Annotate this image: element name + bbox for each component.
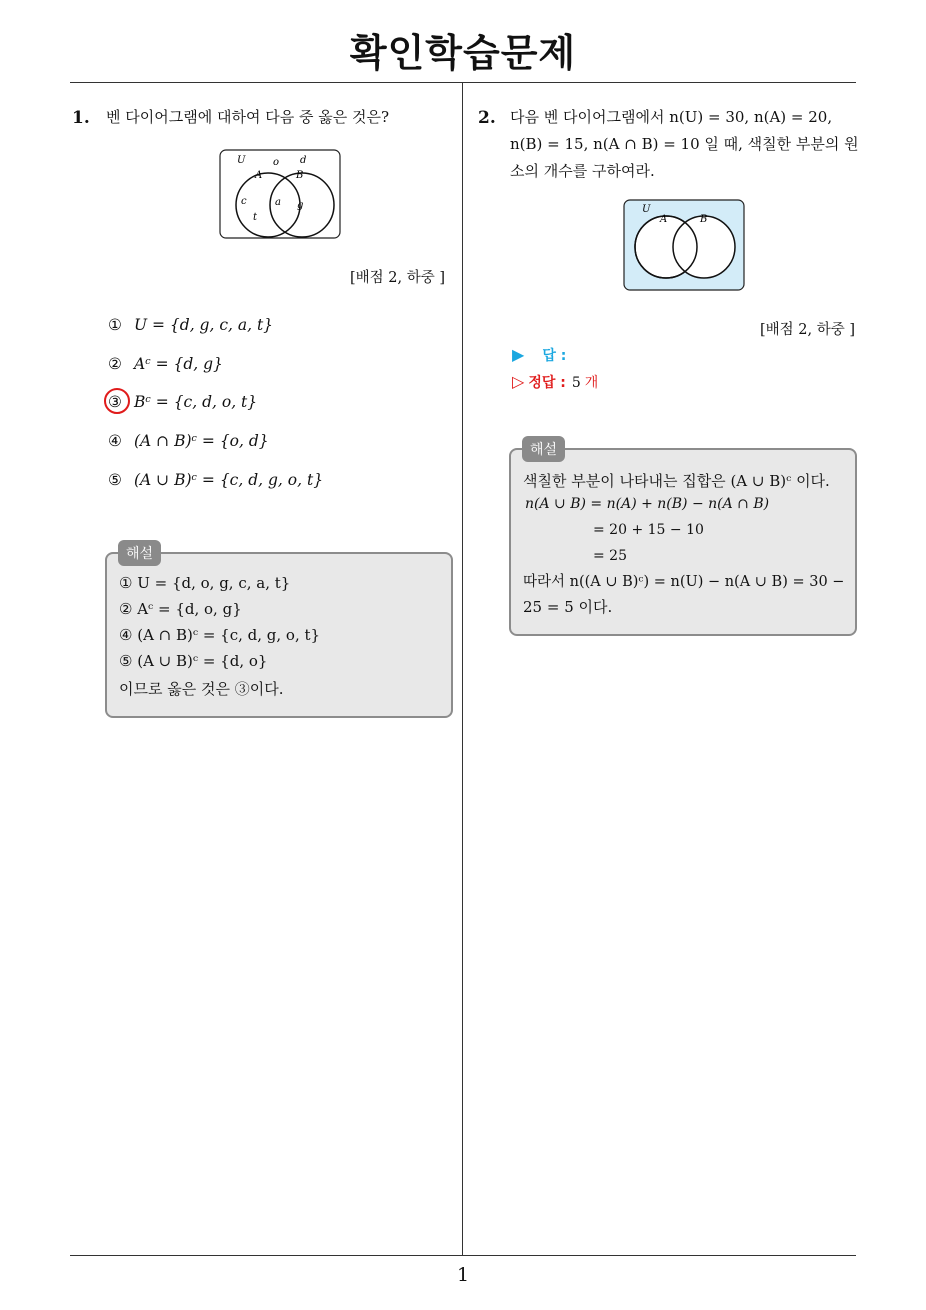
choice-1[interactable] (108, 316, 273, 334)
question-2-venn-diagram (622, 198, 746, 292)
choice-3[interactable] (108, 393, 257, 411)
choice-2[interactable] (108, 355, 223, 373)
solution-line: ④ (A ∩ B)ᶜ = {c, d, g, o, t} (119, 626, 321, 644)
venn-element-g: g (297, 200, 304, 211)
correct-answer-arrow-icon: ▷ (512, 372, 525, 391)
question-2-number: 2. (478, 108, 496, 128)
choice-index: ④ (108, 432, 122, 450)
venn-element-t: t (253, 212, 258, 223)
choice-text: (A ∩ B)ᶜ = {o, d} (134, 432, 269, 450)
venn-universe-label: U (237, 155, 246, 166)
solution-line: 25 = 5 이다. (523, 598, 613, 616)
answer-label: 답 : (542, 348, 567, 364)
venn-element-a: a (275, 197, 281, 208)
venn-universe-label: U (642, 204, 651, 215)
solution-line: = 25 (593, 548, 627, 564)
solution-line: n(A ∪ B) = n(A) + n(B) − n(A ∩ B) (525, 496, 770, 512)
venn-set-b-label: B (296, 170, 304, 181)
venn-element-o: o (273, 157, 280, 168)
page-title: 확인학습문제 (349, 31, 577, 75)
header-rule (70, 82, 856, 83)
selected-answer-mark (104, 388, 130, 414)
page-number: 1 (456, 1264, 470, 1286)
correct-answer-value: 5 (571, 375, 581, 391)
question-1-venn-diagram (218, 148, 342, 240)
solution-line: 색칠한 부분이 나타내는 집합은 (A ∪ B)ᶜ 이다. (523, 472, 830, 490)
answer-arrow-icon: ▶ (512, 345, 525, 364)
question-2-solution-box (509, 448, 857, 636)
solution-line: 이므로 옳은 것은 ③이다. (119, 680, 284, 698)
question-1-number: 1. (72, 108, 90, 128)
correct-answer-label: 정답 : (528, 375, 566, 391)
footer-rule (70, 1255, 856, 1256)
choice-5[interactable] (108, 471, 323, 489)
choice-text: Aᶜ = {d, g} (134, 355, 223, 373)
solution-line: ① U = {d, o, g, c, a, t} (119, 574, 291, 592)
choice-text: (A ∪ B)ᶜ = {c, d, g, o, t} (134, 471, 324, 489)
question-2-score: [배점 2, 하중 ] (760, 322, 856, 338)
correct-answer-unit: 개 (584, 375, 599, 391)
solution-line: ⑤ (A ∪ B)ᶜ = {d, o} (119, 652, 268, 670)
correct-answer-row (512, 372, 598, 392)
venn-element-c: c (241, 196, 247, 207)
question-2-text-line-1: 다음 벤 다이어그램에서 n(U) = 30, n(A) = 20, (510, 108, 833, 126)
venn-set-a-label: A (255, 170, 263, 181)
venn-element-d: d (300, 155, 307, 166)
question-2-text-line-2: n(B) = 15, n(A ∩ B) = 10 일 때, 색칠한 부분의 원 (510, 135, 859, 153)
solution-line: ② Aᶜ = {d, o, g} (119, 600, 242, 618)
choice-text: U = {d, g, c, a, t} (134, 316, 274, 334)
solution-tag: 해설 (522, 436, 565, 462)
choice-text: Bᶜ = {c, d, o, t} (134, 393, 258, 411)
question-2-text-line-3: 소의 개수를 구하여라. (510, 162, 655, 180)
venn-set-b-label: B (700, 214, 708, 225)
choice-index: ③ (108, 393, 122, 411)
question-1-text: 벤 다이어그램에 대하여 다음 중 옳은 것은? (106, 108, 389, 126)
venn-set-a-label: A (660, 214, 668, 225)
answer-row[interactable] (512, 345, 566, 365)
question-1-score: [배점 2, 하중 ] (350, 270, 446, 286)
choice-index: ② (108, 355, 122, 373)
choice-index: ⑤ (108, 471, 122, 489)
solution-tag: 해설 (118, 540, 161, 566)
question-1-solution-box (105, 552, 453, 718)
solution-line: 따라서 n((A ∪ B)ᶜ) = n(U) − n(A ∪ B) = 30 − (523, 574, 845, 590)
solution-line: = 20 + 15 − 10 (593, 522, 704, 538)
choice-index: ① (108, 316, 122, 334)
column-divider (462, 82, 463, 1255)
choice-4[interactable] (108, 432, 269, 450)
